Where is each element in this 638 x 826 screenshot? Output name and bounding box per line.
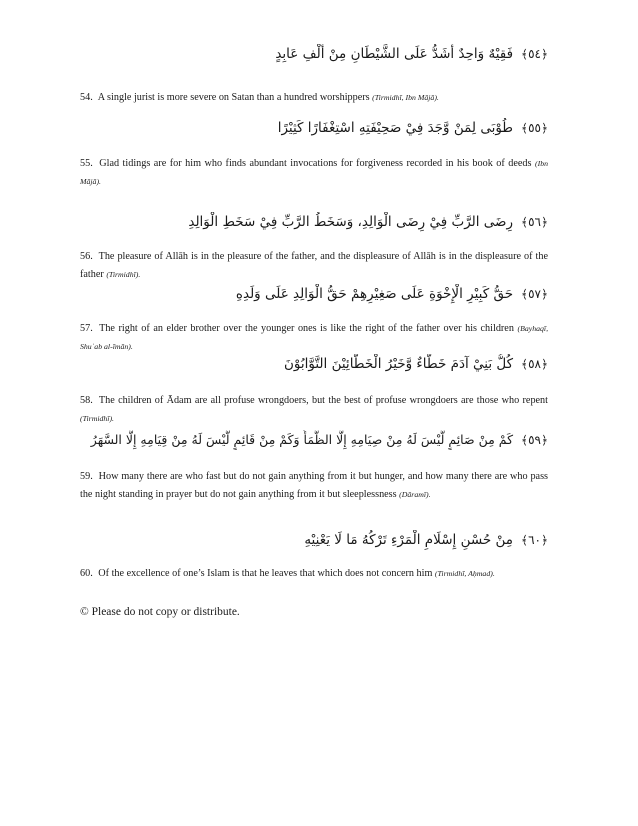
english-translation — [80, 320, 548, 355]
source-citation: (Tirmidhī). — [106, 269, 141, 279]
english-translation — [80, 248, 548, 283]
hadith-57 — [80, 284, 548, 355]
english-translation — [80, 565, 548, 583]
hadith-number-marker: ﴿٦٠﴾ — [521, 533, 548, 547]
arabic-text: ﴿٥٤﴾فَقِيْهٌ وَاحِدٌ أَشَدُّ عَلَى الشَّيْطَانِ مِنْ أَلْفِ عَابِدٍ — [275, 46, 548, 62]
english-translation — [80, 468, 548, 503]
source-citation: (Tirmidhī, Aḥmad). — [434, 569, 495, 578]
source-citation: (Tirmidhī, Ibn Mājā). — [372, 93, 439, 102]
english-translation — [80, 392, 548, 427]
hadith-number: 59. — [80, 471, 93, 482]
hadith-number: 56. — [80, 251, 93, 262]
hadith-number: 58. — [80, 395, 93, 406]
hadith-number: 54. — [80, 92, 93, 103]
hadith-60 — [80, 530, 548, 583]
hadith-number-marker: ﴿٥٥﴾ — [521, 121, 548, 135]
source-citation: (Dāramī). — [399, 489, 431, 499]
hadith-55 — [80, 118, 548, 190]
hadith-56 — [80, 212, 548, 283]
translation-text: The right of an elder brother over the younger ones is like the right of the father over his children — [99, 323, 514, 334]
hadith-number-marker: ﴿٥٩﴾ — [521, 433, 548, 447]
english-translation — [80, 155, 548, 190]
hadith-number: 55. — [80, 158, 93, 169]
arabic-text: ﴿٥٧﴾حَقُّ كَبِيْرِ الْإِخْوَةِ عَلَى صَغِيْرِهِمْ حَقُّ الْوَالِدِ عَلَى وَلَدِهِ — [235, 286, 548, 302]
hadith-number: 57. — [80, 323, 93, 334]
source-citation: (Bayhaqī, Shuʿab al-īmān). — [80, 324, 549, 351]
translation-text: The children of Ādam are all profuse wrongdoers, but the best of profuse wrongdoers are those who repent — [98, 395, 548, 406]
hadith-number-marker: ﴿٥٤﴾ — [521, 47, 548, 61]
translation-text: Of the excellence of one’s Islam is that he leaves that which does not concern him — [98, 568, 433, 579]
hadith-number-marker: ﴿٥٨﴾ — [521, 357, 548, 371]
copyright-notice: © Please do not copy or distribute. — [80, 606, 240, 618]
hadith-number-marker: ﴿٥٧﴾ — [521, 287, 548, 301]
source-citation: (Tirmidhī). — [80, 413, 115, 423]
arabic-text: ﴿٥٩﴾كَمْ مِنْ صَائِمٍ لَّيْسَ لَهُ مِنْ صِيَامِهِ إِلَّا الظَّمَأُ وَكَمْ مِنْ قَائِمٍ لَّيْسَ لَهُ مِنْ قِيَامِهِ إِلَّا السَّهَرُ — [80, 430, 548, 450]
hadith-59 — [80, 430, 548, 503]
arabic-text: ﴿٥٨﴾كُلُّ بَنِيْ آدَمَ خَطَّاءٌ وَّخَيْرُ الْخَطَّائِيْنَ التَّوَّابُوْنَ — [283, 356, 548, 372]
translation-text: How many there are who fast but do not gain anything from it but hunger, and how many there are who pass the night standing in prayer but do not gain anything from it but sleeplessness — [80, 471, 549, 500]
source-citation: (Ibn Mājā). — [80, 159, 549, 186]
hadith-number-marker: ﴿٥٦﴾ — [521, 215, 548, 229]
hadith-58 — [80, 354, 548, 427]
translation-text: Glad tidings are for him who finds abundant invocations for forgiveness recorded in his book of deeds — [99, 158, 532, 169]
english-translation — [80, 89, 548, 107]
arabic-text: ﴿٦٠﴾مِنْ حُسْنِ إِسْلَامِ الْمَرْءِ تَرْكُهُ مَا لَا يَعْنِيْهِ — [304, 532, 548, 548]
translation-text: A single jurist is more severe on Satan than a hundred worshippers — [97, 92, 370, 103]
translation-text: The pleasure of Allāh is in the pleasure of the father, and the displeasure of Allāh is in the displeasure of the father — [80, 251, 548, 280]
arabic-text: ﴿٥٥﴾طُوْبَى لِمَنْ وَّجَدَ فِيْ صَحِيْفَتِهِ اسْتِغْفَارًا كَثِيْرًا — [277, 120, 548, 136]
arabic-text: ﴿٥٦﴾رِضَى الرَّبِّ فِيْ رِضَى الْوَالِدِ، وَسَخَطُ الرَّبِّ فِيْ سَخَطِ الْوَالِدِ — [188, 214, 548, 230]
hadith-number: 60. — [80, 568, 93, 579]
hadith-54 — [80, 44, 548, 107]
